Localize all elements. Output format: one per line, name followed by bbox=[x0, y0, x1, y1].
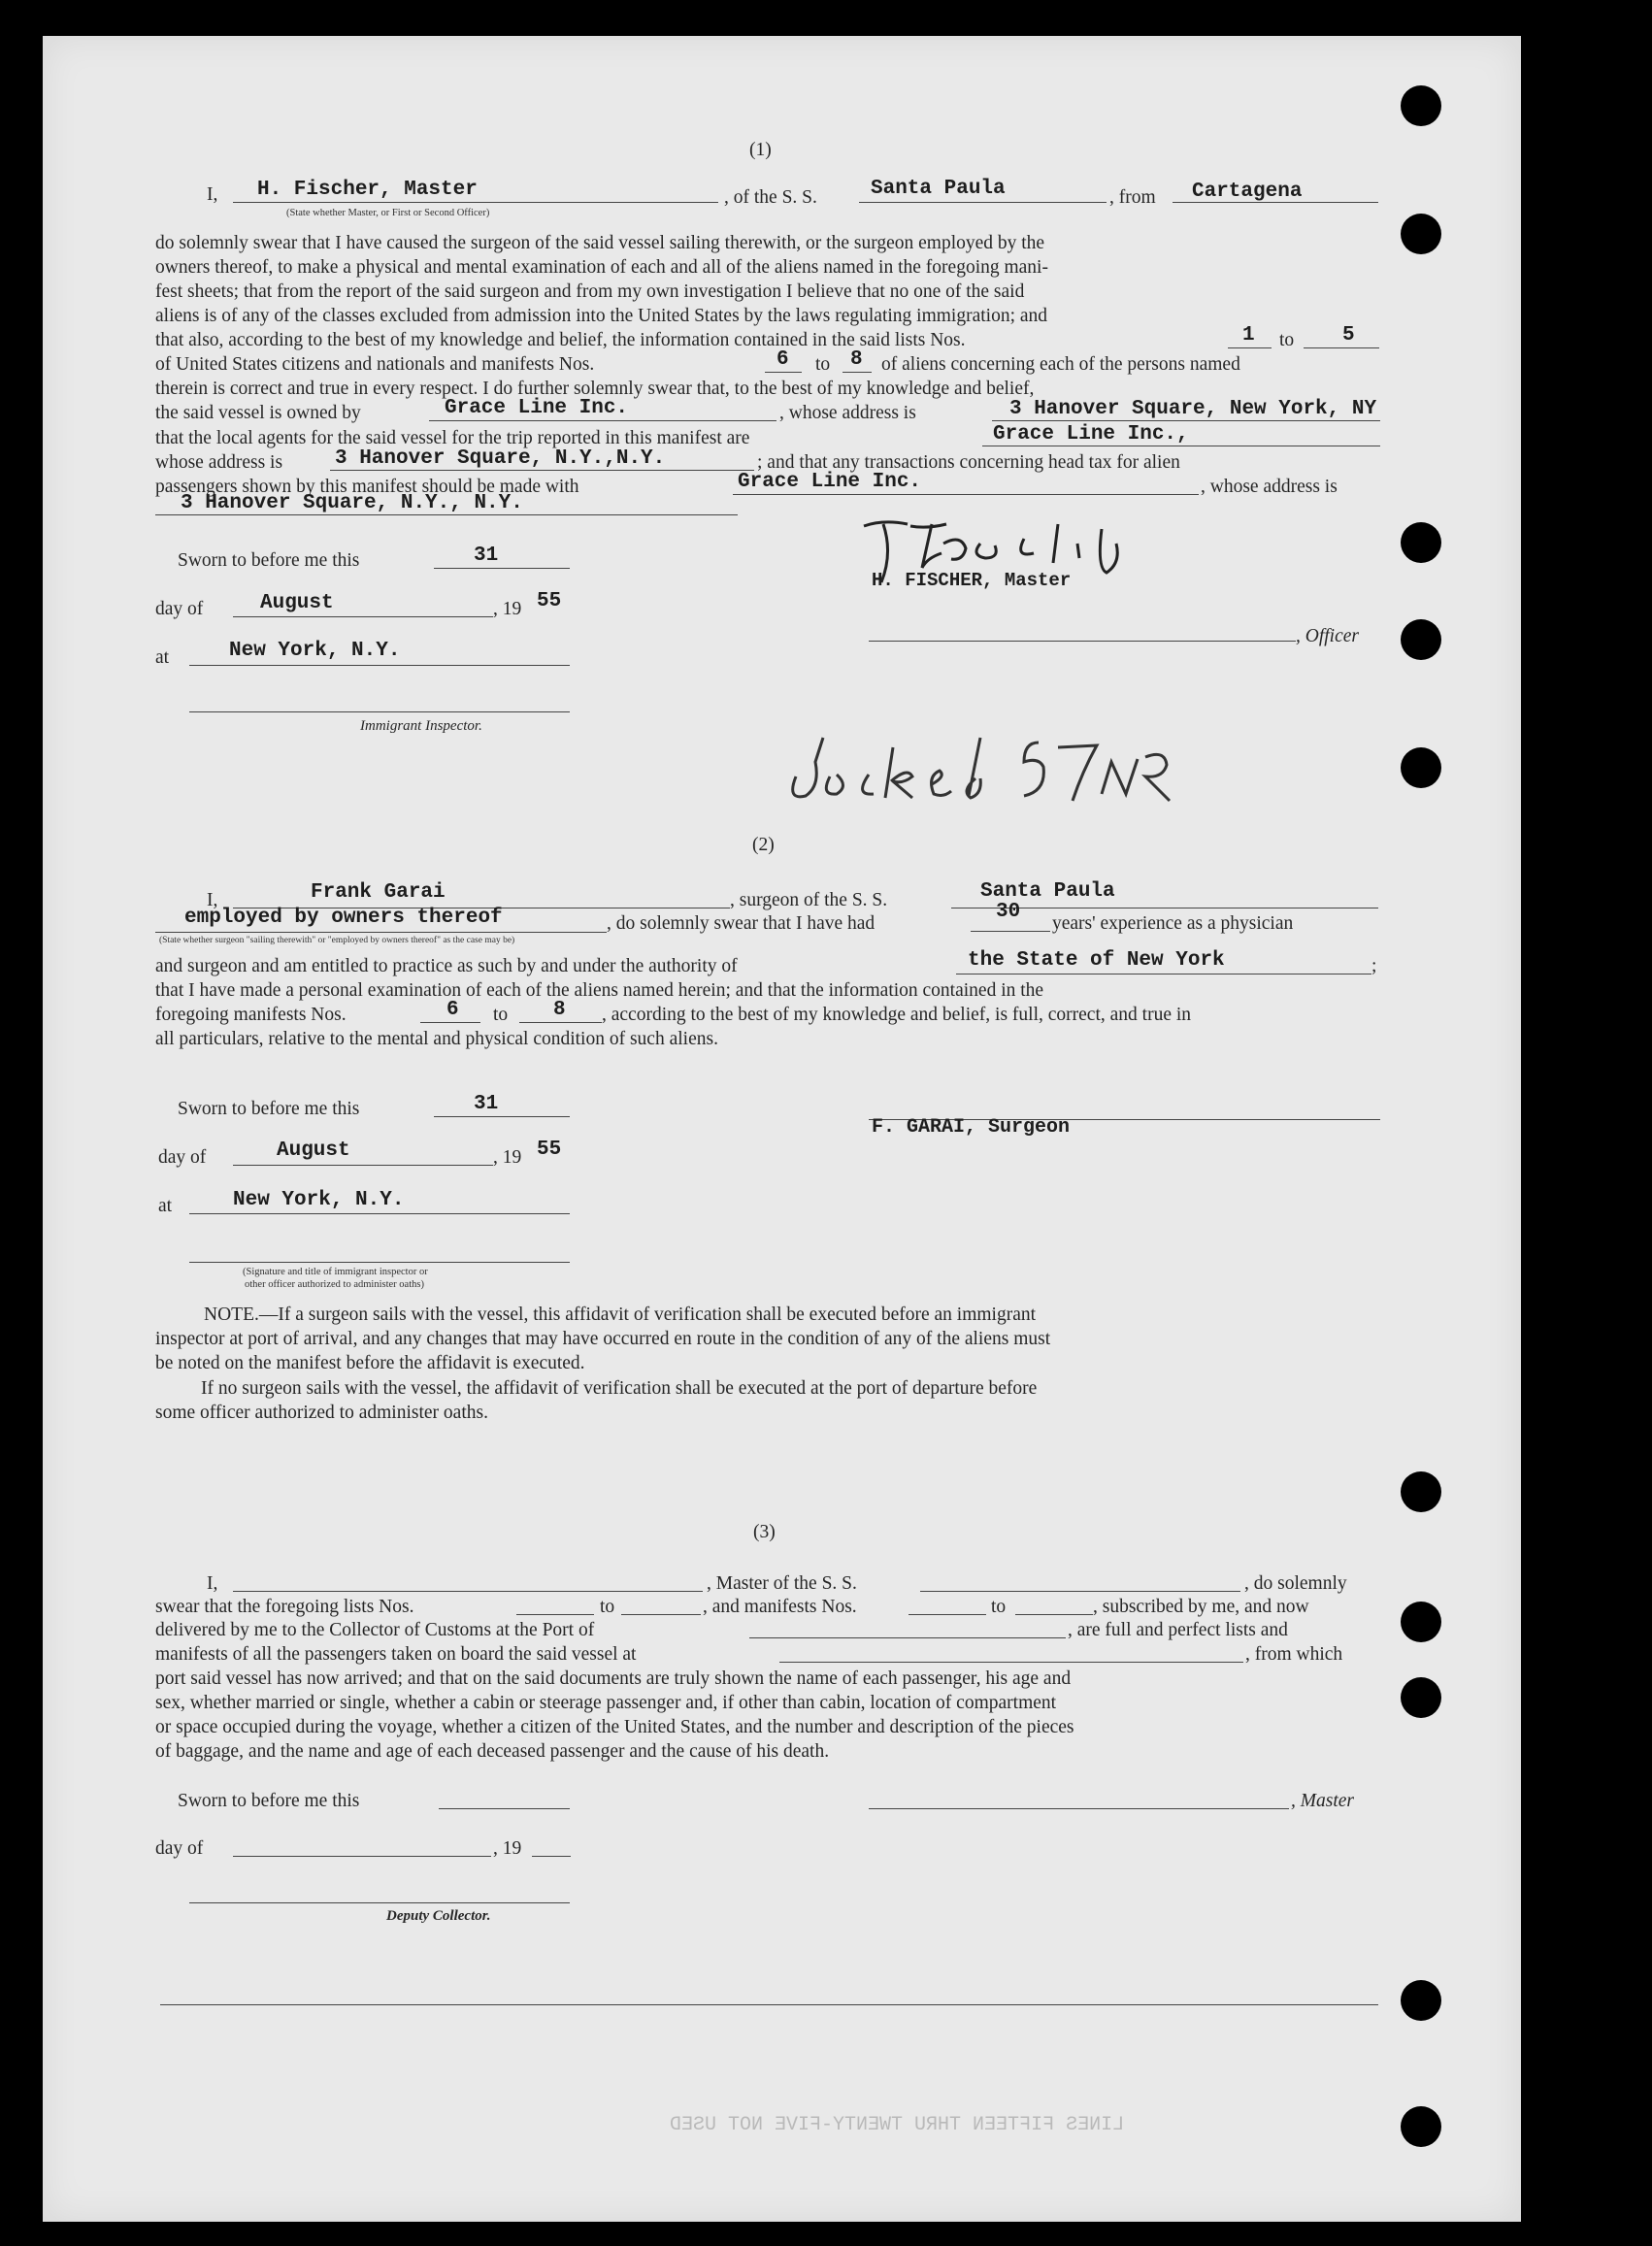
collector-line bbox=[189, 1902, 570, 1903]
officer-label: , Officer bbox=[1296, 626, 1359, 646]
board3-line bbox=[779, 1662, 1243, 1663]
handwritten-note bbox=[776, 709, 1204, 815]
years-exp: years' experience as a physician bbox=[1052, 913, 1294, 934]
day-of-label: day of bbox=[158, 1147, 207, 1168]
note-line: inspector at port of arrival, and any changes that may have occurred en route in the condition of any of the aliens must bbox=[155, 1329, 1051, 1349]
employed-caption: (State whether surgeon "sailing therewith" or "employed by owners thereof" as the case may be) bbox=[159, 936, 515, 945]
master3-line bbox=[233, 1591, 703, 1592]
surgeon-signer: F. GARAI, Surgeon bbox=[872, 1116, 1071, 1139]
sworn3-line bbox=[439, 1808, 570, 1809]
manifest-to: 8 bbox=[850, 348, 863, 371]
place2: New York, N.Y. bbox=[233, 1189, 405, 1211]
sworn-day-line bbox=[434, 568, 570, 569]
text-line: port said vessel has now arrived; and that on the said documents are truly shown the name of each passenger, his age and bbox=[155, 1668, 1072, 1689]
section-number: (3) bbox=[753, 1522, 776, 1542]
years: 30 bbox=[996, 901, 1021, 923]
text-line: do solemnly swear that I have caused the surgeon of the said vessel sailing therewith, or the surgeon employed by the bbox=[155, 233, 1045, 253]
man-from-line bbox=[765, 372, 802, 373]
lists-to: 5 bbox=[1342, 324, 1355, 347]
i-label: I, bbox=[207, 184, 218, 205]
punch-hole bbox=[1401, 522, 1441, 563]
headtax-agent-line bbox=[733, 494, 1199, 495]
master3-sign-line bbox=[869, 1808, 1289, 1809]
month2-line bbox=[233, 1165, 493, 1166]
text-line: delivered by me to the Collector of Customs at the Port of bbox=[155, 1620, 595, 1640]
of-ss-label: , of the S. S. bbox=[724, 187, 817, 208]
headtax-address-line bbox=[155, 514, 738, 515]
master-of-label: , Master of the S. S. bbox=[707, 1573, 857, 1594]
to-label: to bbox=[1279, 330, 1295, 350]
authority: the State of New York bbox=[968, 949, 1225, 972]
text-line: that I have made a personal examination of each of the aliens named herein; and that the information contained in the bbox=[155, 980, 1044, 1001]
text-line: passengers shown by this manifest should be made with bbox=[155, 477, 579, 497]
man3-to-line bbox=[1015, 1614, 1093, 1615]
month3-line bbox=[233, 1856, 491, 1857]
at-label: at bbox=[158, 1196, 173, 1216]
inspector-caption: Immigrant Inspector. bbox=[360, 718, 482, 734]
bottom-rule bbox=[160, 2004, 1378, 2005]
text-line: whose address is bbox=[155, 452, 283, 473]
lists-from-line bbox=[1228, 347, 1272, 348]
inspector-signature-line bbox=[189, 711, 570, 712]
year-prefix: , 19 bbox=[493, 1838, 522, 1859]
man2-to: 8 bbox=[553, 999, 566, 1021]
text-line: swear that the foregoing lists Nos. bbox=[155, 1597, 414, 1617]
to-label: to bbox=[991, 1597, 1007, 1617]
punch-hole bbox=[1401, 85, 1441, 126]
punch-hole bbox=[1401, 2106, 1441, 2147]
text-line: of baggage, and the name and age of each deceased passenger and the cause of his death. bbox=[155, 1741, 830, 1762]
text-line: , from which bbox=[1245, 1644, 1343, 1665]
at-label: at bbox=[155, 647, 170, 668]
headtax-address: 3 Hanover Square, N.Y., N.Y. bbox=[181, 492, 523, 514]
section-number: (2) bbox=[752, 835, 775, 855]
text-line: all particulars, relative to the mental and physical condition of such aliens. bbox=[155, 1029, 718, 1049]
text-line: manifests of all the passengers taken on board the said vessel at bbox=[155, 1644, 637, 1665]
employed: employed by owners thereof bbox=[184, 907, 503, 929]
lists3-from-line bbox=[516, 1614, 594, 1615]
punch-hole bbox=[1401, 1677, 1441, 1718]
from-label: , from bbox=[1109, 187, 1156, 208]
owner-address: 3 Hanover Square, New York, NY bbox=[1009, 398, 1377, 420]
do-solemnly: , do solemnly bbox=[1244, 1573, 1347, 1594]
note-line: If no surgeon sails with the vessel, the affidavit of verification shall be executed at the port of departure before bbox=[201, 1378, 1038, 1399]
surgeon-of-label: , surgeon of the S. S. bbox=[730, 890, 888, 910]
place-line bbox=[189, 665, 570, 666]
text-line: , subscribed by me, and now bbox=[1093, 1597, 1309, 1617]
swear-text: , do solemnly swear that I have had bbox=[607, 913, 876, 934]
text-line: the said vessel is owned by bbox=[155, 403, 361, 423]
owner-line bbox=[429, 420, 776, 421]
punch-hole bbox=[1401, 1602, 1441, 1642]
sworn-label: Sworn to before me this bbox=[178, 1791, 360, 1811]
text-line: foregoing manifests Nos. bbox=[155, 1005, 347, 1025]
text-line: , and manifests Nos. bbox=[703, 1597, 857, 1617]
text-line: that the local agents for the said vessel for the trip reported in this manifest are bbox=[155, 428, 750, 448]
text-line: therein is correct and true in every respect. I do further solemnly swear that, to the best of my knowledge and belief, bbox=[155, 379, 1035, 399]
vessel-name: Santa Paula bbox=[871, 178, 1006, 200]
to-label: to bbox=[815, 354, 831, 375]
text-line: sex, whether married or single, whether a cabin or steerage passenger and, if other than cabin, location of compartment bbox=[155, 1693, 1057, 1713]
departure-port: Cartagena bbox=[1192, 181, 1303, 203]
year3-line bbox=[532, 1856, 571, 1857]
month-line bbox=[233, 616, 493, 617]
agent-address: 3 Hanover Square, N.Y.,N.Y. bbox=[335, 447, 666, 470]
officer-line bbox=[869, 641, 1296, 642]
agent-address-line bbox=[330, 470, 754, 471]
semicolon: ; bbox=[1371, 956, 1377, 976]
handwritten-note-text bbox=[874, 747, 978, 768]
year-prefix: , 19 bbox=[493, 1147, 522, 1168]
lists-to-line bbox=[1304, 347, 1379, 348]
sig-caption: other officer authorized to administer oaths) bbox=[245, 1279, 424, 1290]
lists-from: 1 bbox=[1242, 324, 1255, 347]
man2-to-line bbox=[519, 1022, 602, 1023]
text-line: ; and that any transactions concerning head tax for alien bbox=[757, 452, 1180, 473]
years-line bbox=[971, 931, 1050, 932]
punch-hole bbox=[1401, 619, 1441, 660]
vessel-line bbox=[859, 202, 1107, 203]
text-line: that also, according to the best of my knowledge and belief, the information contained in the said lists Nos. bbox=[155, 330, 966, 350]
note-line: some officer authorized to administer oaths. bbox=[155, 1403, 488, 1423]
man2-from: 6 bbox=[446, 999, 459, 1021]
owner-address-line bbox=[992, 420, 1380, 421]
text-line: , whose address is bbox=[1201, 477, 1338, 497]
text-line: , whose address is bbox=[779, 403, 916, 423]
surgeon-name: Frank Garai bbox=[311, 881, 446, 904]
year-prefix: , 19 bbox=[493, 599, 522, 619]
employed-line bbox=[155, 932, 607, 933]
month: August bbox=[260, 592, 334, 614]
text-line: fest sheets; that from the report of the said surgeon and from my own investigation I believe that no one of the said bbox=[155, 281, 1025, 302]
text-line: of aliens concerning each of the persons named bbox=[881, 354, 1240, 375]
punch-hole bbox=[1401, 1471, 1441, 1512]
month2: August bbox=[277, 1140, 350, 1162]
owner-name: Grace Line Inc. bbox=[445, 397, 629, 419]
manifest-from: 6 bbox=[776, 348, 789, 371]
note-line: be noted on the manifest before the affidavit is executed. bbox=[155, 1353, 585, 1373]
text-line: of United States citizens and nationals and manifests Nos. bbox=[155, 354, 595, 375]
collector-caption: Deputy Collector. bbox=[386, 1908, 491, 1924]
sig2-line bbox=[189, 1262, 570, 1263]
i-label: I, bbox=[207, 1573, 218, 1594]
man3-from-line bbox=[909, 1614, 986, 1615]
bleed-through-text: LINES FIFTEEN THRU TWENTY-FIVE NOT USED bbox=[670, 2114, 1125, 2136]
year2: 55 bbox=[537, 1139, 562, 1161]
section-number: (1) bbox=[749, 140, 772, 160]
sworn-label: Sworn to before me this bbox=[178, 550, 360, 571]
punch-hole bbox=[1401, 747, 1441, 788]
sworn-day: 31 bbox=[474, 545, 499, 567]
text-line: aliens is of any of the classes excluded from admission into the United States by the laws regulating immigration; and bbox=[155, 306, 1048, 326]
agent-name: Grace Line Inc., bbox=[993, 423, 1189, 446]
text-line: , are full and perfect lists and bbox=[1068, 1620, 1288, 1640]
place2-line bbox=[189, 1213, 570, 1214]
text-line: , according to the best of my knowledge and belief, is full, correct, and true in bbox=[602, 1005, 1192, 1025]
punch-hole bbox=[1401, 1980, 1441, 2021]
to-label: to bbox=[600, 1597, 615, 1617]
headtax-agent: Grace Line Inc. bbox=[738, 471, 922, 493]
sworn2-day-line bbox=[434, 1116, 570, 1117]
punch-hole bbox=[1401, 214, 1441, 254]
vessel3-line bbox=[920, 1591, 1240, 1592]
to-label: to bbox=[493, 1005, 509, 1025]
day-of-label: day of bbox=[155, 599, 204, 619]
state-whether-caption: (State whether Master, or First or Second Officer) bbox=[286, 208, 490, 218]
master3-label: , Master bbox=[1291, 1791, 1354, 1811]
vessel2: Santa Paula bbox=[980, 880, 1115, 903]
sworn-label: Sworn to before me this bbox=[178, 1099, 360, 1119]
year: 55 bbox=[537, 590, 562, 612]
day-of-label: day of bbox=[155, 1838, 204, 1859]
i-label: I, bbox=[207, 890, 218, 910]
man-to-line bbox=[843, 372, 872, 373]
lists3-to-line bbox=[621, 1614, 701, 1615]
text-line: or space occupied during the voyage, whether a citizen of the United States, and the number and description of the pieces bbox=[155, 1717, 1074, 1737]
master-name: H. Fischer, Master bbox=[257, 179, 478, 201]
text-line: and surgeon and am entitled to practice as such by and under the authority of bbox=[155, 956, 738, 976]
text-line: owners thereof, to make a physical and mental examination of each and all of the aliens named in the foregoing mani- bbox=[155, 257, 1048, 278]
note-line: NOTE.—If a surgeon sails with the vessel, this affidavit of verification shall be executed before an immigrant bbox=[204, 1305, 1037, 1325]
place: New York, N.Y. bbox=[229, 640, 401, 662]
master-name-line bbox=[233, 202, 718, 203]
sig-caption: (Signature and title of immigrant inspector or bbox=[243, 1267, 428, 1277]
sworn2-day: 31 bbox=[474, 1093, 499, 1115]
port3-line bbox=[749, 1637, 1066, 1638]
man2-from-line bbox=[420, 1022, 480, 1023]
master-signer: H. FISCHER, Master bbox=[872, 570, 1072, 591]
